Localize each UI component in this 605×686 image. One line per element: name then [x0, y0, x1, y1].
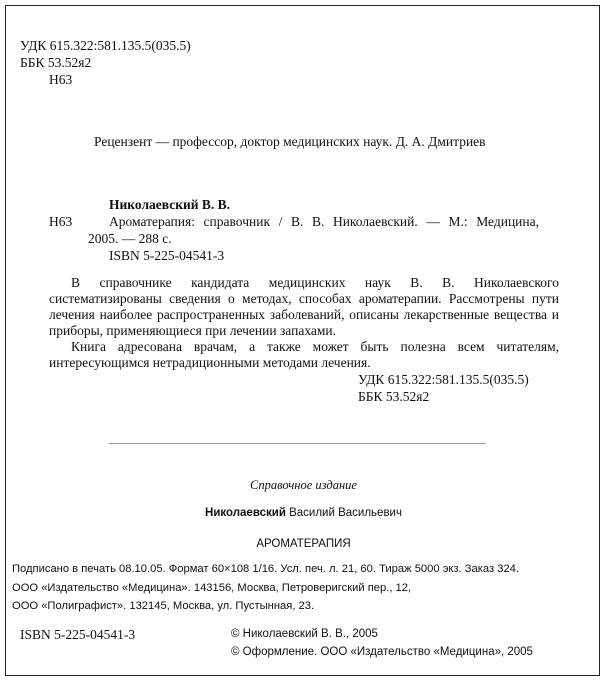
udk-code-repeat: УДК 615.322:581.135.5(035.5): [358, 372, 529, 387]
abstract-paragraph-2: Книга адресована врачам, а также может быть полезна всем читателям, интересующимся нетрадиционными методами лечения.: [49, 339, 559, 370]
printer-info: ООО «Полиграфист». 132145, Москва, ул. Пустынная, 23.: [12, 600, 315, 612]
catalog-author: Николаевский В. В.: [109, 197, 231, 212]
catalog-description-line1: Ароматерапия: справочник / В. В. Николаевский. — М.: Медицина,: [109, 214, 539, 229]
edition-type: Справочное издание: [250, 478, 357, 492]
catalog-description-line2: 2005. — 288 с.: [88, 231, 172, 246]
copyright-author: © Николаевский В. В., 2005: [231, 628, 378, 640]
copyright-page: [5, 5, 600, 676]
bbk-code-repeat: ББК 53.52я2: [358, 389, 430, 404]
author-mark: Н63: [49, 72, 73, 87]
imprint-author: [6, 506, 600, 520]
copyright-design: © Оформление. ООО «Издательство «Медицина», 2005: [231, 646, 533, 658]
bbk-code: ББК 53.52я2: [20, 55, 92, 70]
reviewer-line: Рецензент — профессор, доктор медицинских наук. Д. А. Дмитриев: [94, 134, 486, 149]
print-info: Подписано в печать 08.10.05. Формат 60×108 1/16. Усл. печ. л. 21, 60. Тираж 5000 экз. Заказ 324.: [12, 563, 519, 575]
abstract: [49, 275, 559, 371]
imprint-book-title: АРОМАТЕРАПИЯ: [256, 538, 351, 550]
publisher-info: ООО «Издательство «Медицина». 143156, Москва, Петроверигский пер., 12,: [12, 582, 412, 594]
catalog-isbn: ISBN 5-225-04541-3: [109, 248, 225, 263]
udk-code: УДК 615.322:581.135.5(035.5): [20, 38, 191, 53]
abstract-paragraph-1: В справочнике кандидата медицинских наук В. В. Николаевского систематизированы сведения о методах, способах ароматерапии. Рассмотрены пути лечения наиболее распространенных заболеваний, описаны лекарственные вещества и приборы, применяющиеся при лечении запахами.: [49, 275, 559, 338]
footer-isbn: ISBN 5-225-04541-3: [20, 627, 136, 642]
separator-rule: [109, 443, 486, 444]
catalog-mark: Н63: [49, 214, 73, 229]
imprint-author-given: Василий Васильевич: [289, 507, 402, 519]
imprint-author-surname: Николаевский: [205, 507, 286, 519]
